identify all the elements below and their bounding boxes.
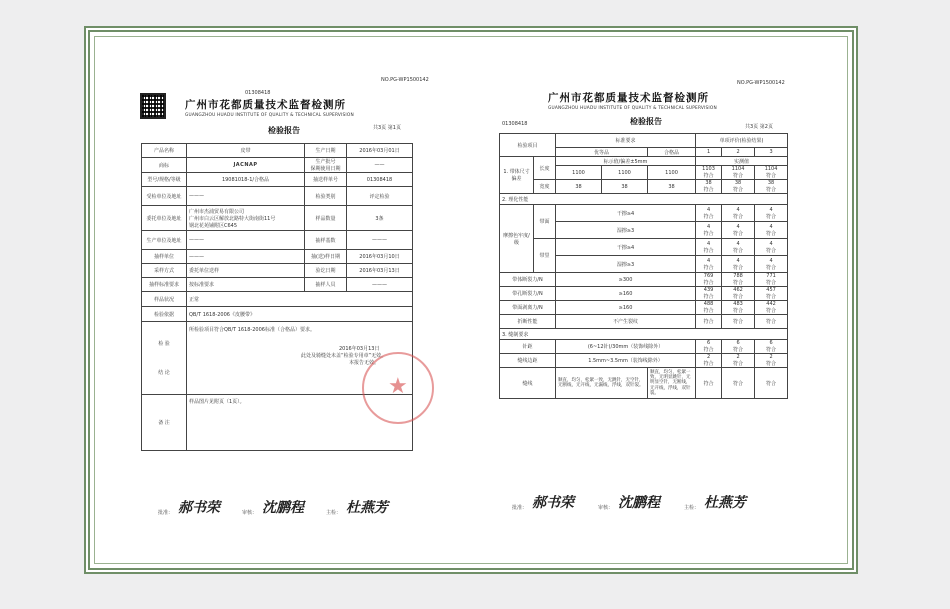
bond-value: 488	[703, 301, 714, 307]
cell-value: 皮带	[187, 144, 305, 158]
bond-std: ≥160	[556, 301, 696, 315]
pass-mark: 符合	[766, 173, 777, 179]
grade-cell	[696, 256, 722, 273]
pass-mark: 符合	[722, 368, 755, 399]
pass-mark: 符合	[733, 264, 744, 271]
cell-value: 评定检验	[347, 187, 413, 206]
hole-value: 457	[766, 287, 776, 293]
length-result-cell	[696, 166, 722, 180]
left-report-no: NO.PG-WP1500142	[381, 77, 429, 83]
pass-mark: 符合	[766, 264, 777, 271]
bond-value: 442	[766, 301, 776, 307]
stitch-value: 6	[769, 340, 773, 346]
length-label: 长度	[534, 157, 556, 180]
main-inspector-signature: 杜燕芳	[704, 495, 746, 511]
grade-value: 4	[736, 240, 740, 247]
grade-value: 4	[736, 257, 740, 264]
client-line: 广州市白云区解放北路特大街南街11号	[189, 215, 276, 222]
cell-label: 样品状况	[142, 292, 187, 307]
review-signature: 沈鹏程	[618, 495, 660, 511]
cell-label: 产品名称	[142, 144, 187, 158]
tear-cell	[696, 273, 722, 287]
cell-value: 样品图片见附页（1页）。	[187, 395, 413, 451]
pass-mark: 符合	[703, 308, 714, 314]
hole-cell	[755, 287, 788, 301]
right-report-table	[499, 133, 788, 399]
cell-label: 采样方式	[142, 264, 187, 278]
header-n1: 1	[696, 148, 722, 157]
grade-value: 4	[769, 240, 773, 247]
header-n2: 2	[722, 148, 755, 157]
pass-mark: 符合	[703, 280, 714, 286]
pass-mark: 符合	[755, 315, 788, 329]
cell-label: 型号/规格/等级	[142, 173, 187, 187]
pass-mark: 符合	[766, 280, 777, 286]
pass-mark: 符合	[755, 368, 788, 399]
pass-mark: 符合	[733, 247, 744, 254]
cell-label: 检验依据	[142, 307, 187, 322]
section-2-label: 2. 理化性能	[500, 194, 788, 205]
cell-label: 检 验	[158, 341, 170, 347]
cell-label: 生产批号	[315, 159, 336, 165]
cell-value: 3条	[347, 206, 413, 231]
pass-mark: 符合	[703, 187, 714, 193]
margin-value: 2	[736, 354, 740, 360]
tear-label: 带体断裂力/N	[500, 273, 556, 287]
cell-label: 抽样人员	[305, 278, 347, 292]
grade-value: 4	[769, 206, 773, 213]
cell-label-batch	[305, 158, 347, 173]
length-result: 1104	[731, 166, 745, 172]
right-institute-title: 广州市花都质量技术监督检测所	[548, 92, 709, 104]
hole-value: 462	[733, 287, 743, 293]
cell-label: 商标	[142, 158, 187, 173]
cell-value: ———	[347, 231, 413, 250]
length-result-cell	[722, 166, 755, 180]
margin-cell	[696, 354, 722, 368]
bond-cell	[696, 301, 722, 315]
cell-label: 检验类别	[305, 187, 347, 206]
review-signature: 沈鹏程	[262, 500, 304, 516]
tear-std: ≥300	[556, 273, 696, 287]
cell-label: 备 注	[142, 395, 187, 451]
pass-mark: 符合	[703, 347, 714, 353]
pass-mark: 符合	[703, 230, 714, 237]
pass-mark: 符合	[703, 294, 714, 300]
grade-cell	[755, 239, 788, 256]
grade-cell	[722, 256, 755, 273]
cell-value: 01308418	[347, 173, 413, 187]
margin-std: 1.5mm~3.5mm（装饰线除外）	[556, 354, 696, 368]
pass-mark: 符合	[733, 280, 744, 286]
cell-label: 受检单位及地址	[142, 187, 187, 206]
cell-label: 委托单位及地址	[142, 206, 187, 231]
pass-mark: 符合	[696, 315, 722, 329]
length-value: 1100	[556, 166, 602, 180]
header-n3: 3	[755, 148, 788, 157]
grade-value: 4	[706, 206, 711, 213]
bond-value: 483	[733, 301, 743, 307]
pass-mark: 符合	[766, 247, 777, 254]
margin-value: 2	[706, 354, 711, 360]
cell-value-client	[187, 206, 305, 231]
header-qualified: 合格品	[648, 148, 696, 157]
seam-label: 缝线	[500, 368, 556, 399]
rub-label: 摩擦色牢度/级	[500, 205, 534, 273]
cell-value: 19081018-1/合格品	[187, 173, 305, 187]
cell-label: 抽样标准要求	[142, 278, 187, 292]
left-institute-title-en: GUANGZHOU HUADU INSTITUTE OF QUALITY & TECHNICAL SUPERVISION	[185, 113, 354, 118]
margin-cell	[755, 354, 788, 368]
conclusion-note: 本报告无效。	[349, 360, 380, 366]
dry-std: 干擦≥4	[556, 239, 696, 256]
stitch-value: 6	[736, 340, 740, 346]
pass-mark: 符合	[733, 308, 744, 314]
tear-cell	[755, 273, 788, 287]
cell-label: 抽样基数	[305, 231, 347, 250]
cell-value-logo: JACNAP	[187, 158, 305, 173]
width-value: 38	[602, 180, 648, 194]
tear-value: 769	[703, 273, 714, 279]
width-result-cell	[755, 180, 788, 194]
cell-value: 委托单位送样	[187, 264, 305, 278]
length-result: 1103	[702, 166, 715, 172]
header-std: 标准要求	[556, 134, 696, 148]
dry-std: 干擦≥4	[556, 205, 696, 222]
hole-cell	[696, 287, 722, 301]
width-label: 宽度	[534, 180, 556, 194]
pass-mark: 符合	[766, 308, 777, 314]
pass-mark: 符合	[733, 361, 744, 367]
cell-label: 保期使用日期	[310, 166, 341, 172]
cell-label: 结 论	[158, 370, 170, 376]
pass-mark: 符合	[722, 315, 755, 329]
conclusion-date: 2016年03月13日	[339, 346, 380, 352]
pass-mark: 符合	[703, 173, 714, 179]
cell-label: 生产日期	[305, 144, 347, 158]
right-code: 01308418	[502, 121, 528, 127]
cell-label: 抽(送)样日期	[305, 250, 347, 264]
width-result: 38	[705, 180, 712, 186]
seam-std-premium: 顺直，均匀，松紧一致，无跳针，无空针，无断线，无开线，无漏线，浮线，双针裂。	[556, 368, 648, 399]
grade-value: 4	[706, 240, 711, 247]
cell-value: 2016年03月13日	[347, 264, 413, 278]
width-result: 38	[734, 180, 742, 186]
left-institute-title: 广州市花都质量技术监督检测所	[185, 99, 346, 111]
seal-star-icon: ★	[388, 374, 408, 399]
width-result-cell	[696, 180, 722, 194]
header-item: 检验项目	[500, 134, 556, 157]
cell-value: ———	[347, 278, 413, 292]
wet-std: 湿擦≥3	[556, 256, 696, 273]
length-result: 1104	[764, 166, 778, 172]
cell-label: 抽样单位	[142, 250, 187, 264]
approve-label: 批准：	[512, 505, 528, 511]
grade-cell	[722, 239, 755, 256]
stitch-value: 6	[706, 340, 711, 346]
main-inspector-label: 主检：	[326, 510, 342, 516]
conclusion-label-cell	[142, 322, 187, 395]
pass-mark: 符合	[703, 213, 714, 220]
tear-cell	[722, 273, 755, 287]
grade-cell	[722, 222, 755, 239]
pass-mark: 符合	[733, 213, 744, 220]
cell-value: ———	[187, 250, 305, 264]
pass-mark: 符合	[766, 294, 777, 300]
review-label: 审核：	[598, 505, 614, 511]
cell-value: 按标准要求	[187, 278, 305, 292]
cell-label: 验讫日期	[305, 264, 347, 278]
right-institute-title-en: GUANGZHOU HUADU INSTITUTE OF QUALITY & TECHNICAL SUPERVISION	[548, 106, 717, 111]
cell-value: 2016年03月01日	[347, 144, 413, 158]
bond-cell	[755, 301, 788, 315]
face-label: 带面	[534, 205, 556, 239]
cell-value: ———	[187, 231, 305, 250]
pass-mark: 符合	[766, 213, 777, 220]
tear-value: 771	[766, 273, 776, 279]
pass-mark: 符合	[733, 173, 744, 179]
cell-value: QB/T 1618-2006《皮腰带》	[187, 307, 413, 322]
pass-mark: 符合	[703, 247, 714, 254]
pass-mark: 符合	[766, 347, 777, 353]
pass-mark: 符合	[733, 230, 744, 237]
approve-signature: 郝书荣	[532, 495, 574, 511]
official-seal-stamp	[362, 352, 434, 424]
pass-mark: 符合	[733, 187, 744, 193]
pass-mark: 符合	[733, 294, 744, 300]
width-value: 38	[648, 180, 696, 194]
pass-mark: 符合	[766, 230, 777, 237]
grade-cell	[696, 222, 722, 239]
left-page-info: 共3页 第1页	[373, 125, 401, 131]
grade-cell	[696, 239, 722, 256]
section-3-label: 3. 缝制要求	[500, 329, 788, 340]
cell-label: 抽送样单号	[305, 173, 347, 187]
grade-cell	[755, 256, 788, 273]
client-line: 钢北花苑铺附区C645	[189, 222, 238, 229]
length-value: 1100	[648, 166, 696, 180]
left-code-top: 01308418	[245, 90, 271, 96]
approve-label: 批准：	[158, 510, 174, 516]
length-value: 1100	[602, 166, 648, 180]
length-std: 标示值/偏差±5mm	[556, 157, 696, 166]
left-report-subtitle: 检验报告	[268, 125, 300, 135]
section-1-label: 1. 带体尺寸偏差	[500, 157, 534, 194]
stitch-std: (6~12针)/30mm（装饰线除外）	[556, 340, 696, 354]
grade-value: 4	[706, 257, 711, 264]
width-result-cell	[722, 180, 755, 194]
grade-value: 4	[769, 257, 773, 264]
back-label: 带里	[534, 239, 556, 273]
margin-value: 2	[769, 354, 773, 360]
margin-cell	[722, 354, 755, 368]
pass-mark: 符合	[703, 361, 714, 367]
fold-std: 不产生裂纹	[556, 315, 696, 329]
hole-cell	[722, 287, 755, 301]
header-result: 单项评价(检验结果)	[696, 134, 788, 148]
tear-value: 788	[733, 273, 743, 279]
stitch-cell	[696, 340, 722, 354]
review-label: 审核：	[242, 510, 258, 516]
grade-value: 4	[736, 206, 740, 213]
measured-label: 实测值	[696, 157, 788, 166]
length-result-cell	[755, 166, 788, 180]
pass-mark: 符合	[703, 264, 714, 271]
width-result: 38	[767, 180, 775, 186]
qr-code-icon	[140, 93, 166, 119]
right-report-no: NO.PG-WP1500142	[737, 80, 785, 86]
cell-value: ———	[187, 187, 305, 206]
stitch-label: 针距	[500, 340, 556, 354]
header-premium: 优等品	[556, 148, 648, 157]
conclusion-note: 此处及骑缝处未盖“检验专用章”无效。	[301, 353, 387, 359]
main-inspector-signature: 杜燕芳	[346, 500, 388, 516]
main-inspector-label: 主检：	[684, 505, 700, 511]
bond-label: 带面剥离力/N	[500, 301, 556, 315]
fold-label: 折断性能	[500, 315, 556, 329]
grade-cell	[722, 205, 755, 222]
hole-std: ≥160	[556, 287, 696, 301]
pass-mark: 符合	[696, 368, 722, 399]
client-line: 广州市杰浦贸易有限公司	[189, 208, 245, 215]
cell-value: 正常	[187, 292, 413, 307]
grade-cell	[755, 205, 788, 222]
seam-std-qualified: 顺直，均匀，松紧一致，无明显跳针，无明显空针，无断线，无开线，浮线，双针裂。	[648, 368, 696, 399]
cell-value: ——	[347, 158, 413, 173]
right-page-info: 共3页 第2页	[745, 124, 773, 130]
pass-mark: 符合	[766, 361, 777, 367]
pass-mark: 符合	[766, 187, 777, 193]
stitch-cell	[722, 340, 755, 354]
hole-value: 439	[703, 287, 714, 293]
hole-label: 带孔断裂力/N	[500, 287, 556, 301]
cell-label: 样品数量	[305, 206, 347, 231]
wet-std: 湿擦≥3	[556, 222, 696, 239]
cell-label: 生产单位及地址	[142, 231, 187, 250]
right-report-subtitle: 检验报告	[630, 116, 662, 126]
stitch-cell	[755, 340, 788, 354]
approve-signature: 郝书荣	[178, 500, 220, 516]
bond-cell	[722, 301, 755, 315]
grade-cell	[696, 205, 722, 222]
grade-value: 4	[769, 223, 773, 230]
grade-value: 4	[736, 223, 740, 230]
width-value: 38	[556, 180, 602, 194]
grade-cell	[755, 222, 788, 239]
margin-label: 缝线边距	[500, 354, 556, 368]
grade-value: 4	[706, 223, 711, 230]
pass-mark: 符合	[733, 347, 744, 353]
cell-value: 2016年03月10日	[347, 250, 413, 264]
conclusion-text: 所检验项目符合QB/T 1618-2006标准（合格品）要求。	[189, 327, 315, 333]
